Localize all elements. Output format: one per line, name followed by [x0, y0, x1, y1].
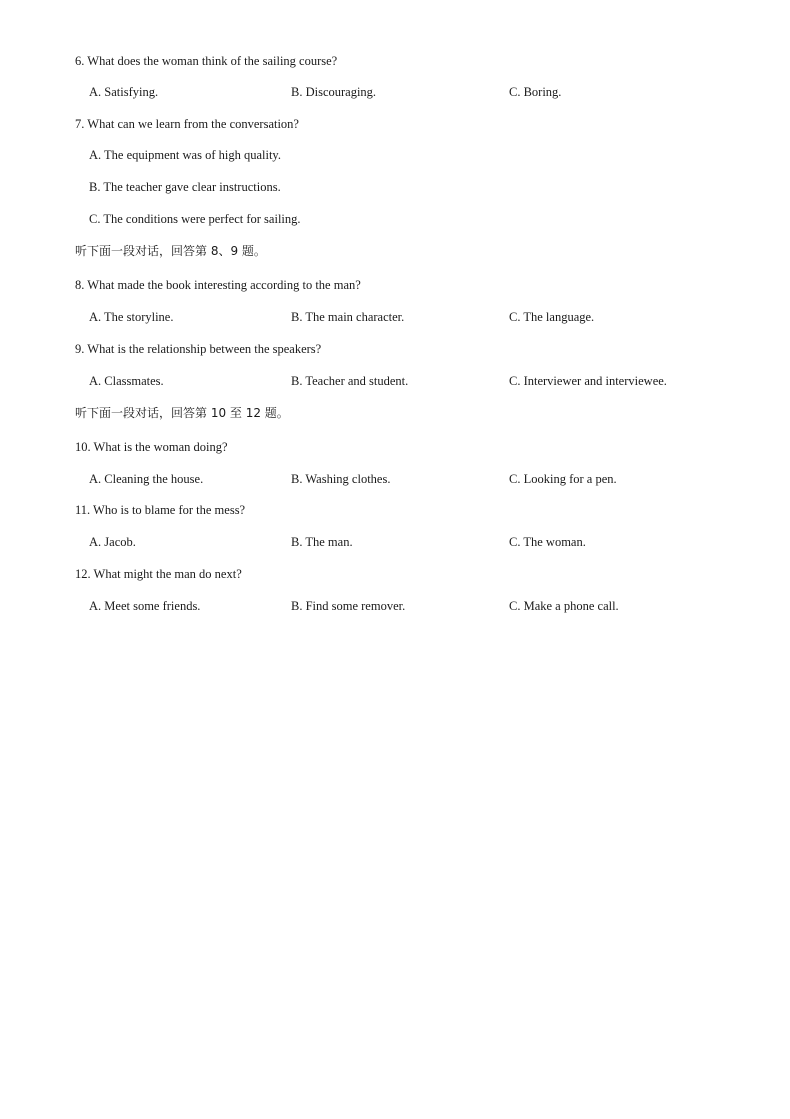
question-6-stem: 6. What does the woman think of the sailing course?: [75, 54, 338, 68]
question-9-option-c: C. Interviewer and interviewee.: [509, 374, 667, 388]
section-heading-8-9: 听下面一段对话，回答第 8、9 题。: [75, 244, 266, 258]
question-11-stem: 11. Who is to blame for the mess?: [75, 503, 246, 517]
question-8-option-a: A. The storyline.: [89, 310, 174, 324]
question-11-option-b: B. The man.: [291, 535, 353, 549]
question-6-option-b: B. Discouraging.: [291, 85, 377, 99]
section-heading-10-12: 听下面一段对话，回答第 10 至 12 题。: [75, 406, 289, 420]
question-12-stem: 12. What might the man do next?: [75, 567, 242, 581]
question-8-option-b: B. The main character.: [291, 310, 405, 324]
question-10-option-c: C. Looking for a pen.: [509, 472, 617, 486]
question-12-option-b: B. Find some remover.: [291, 599, 406, 613]
question-10-option-a: A. Cleaning the house.: [89, 472, 204, 486]
question-8-option-c: C. The language.: [509, 310, 595, 324]
question-8-stem: 8. What made the book interesting according to the man?: [75, 278, 361, 292]
question-6-option-c: C. Boring.: [509, 85, 562, 99]
question-7-option-b: B. The teacher gave clear instructions.: [89, 180, 281, 194]
question-12-option-a: A. Meet some friends.: [89, 599, 201, 613]
question-7-option-a: A. The equipment was of high quality.: [89, 148, 281, 162]
question-10-option-b: B. Washing clothes.: [291, 472, 391, 486]
question-10-stem: 10. What is the woman doing?: [75, 440, 228, 454]
question-12-option-c: C. Make a phone call.: [509, 599, 619, 613]
question-7-option-c: C. The conditions were perfect for sailing.: [89, 212, 301, 226]
question-9-stem: 9. What is the relationship between the speakers?: [75, 342, 322, 356]
question-11-option-c: C. The woman.: [509, 535, 586, 549]
question-9-option-b: B. Teacher and student.: [291, 374, 409, 388]
question-9-option-a: A. Classmates.: [89, 374, 164, 388]
question-6-option-a: A. Satisfying.: [89, 85, 159, 99]
question-11-option-a: A. Jacob.: [89, 535, 136, 549]
question-7-stem: 7. What can we learn from the conversation?: [75, 117, 299, 131]
